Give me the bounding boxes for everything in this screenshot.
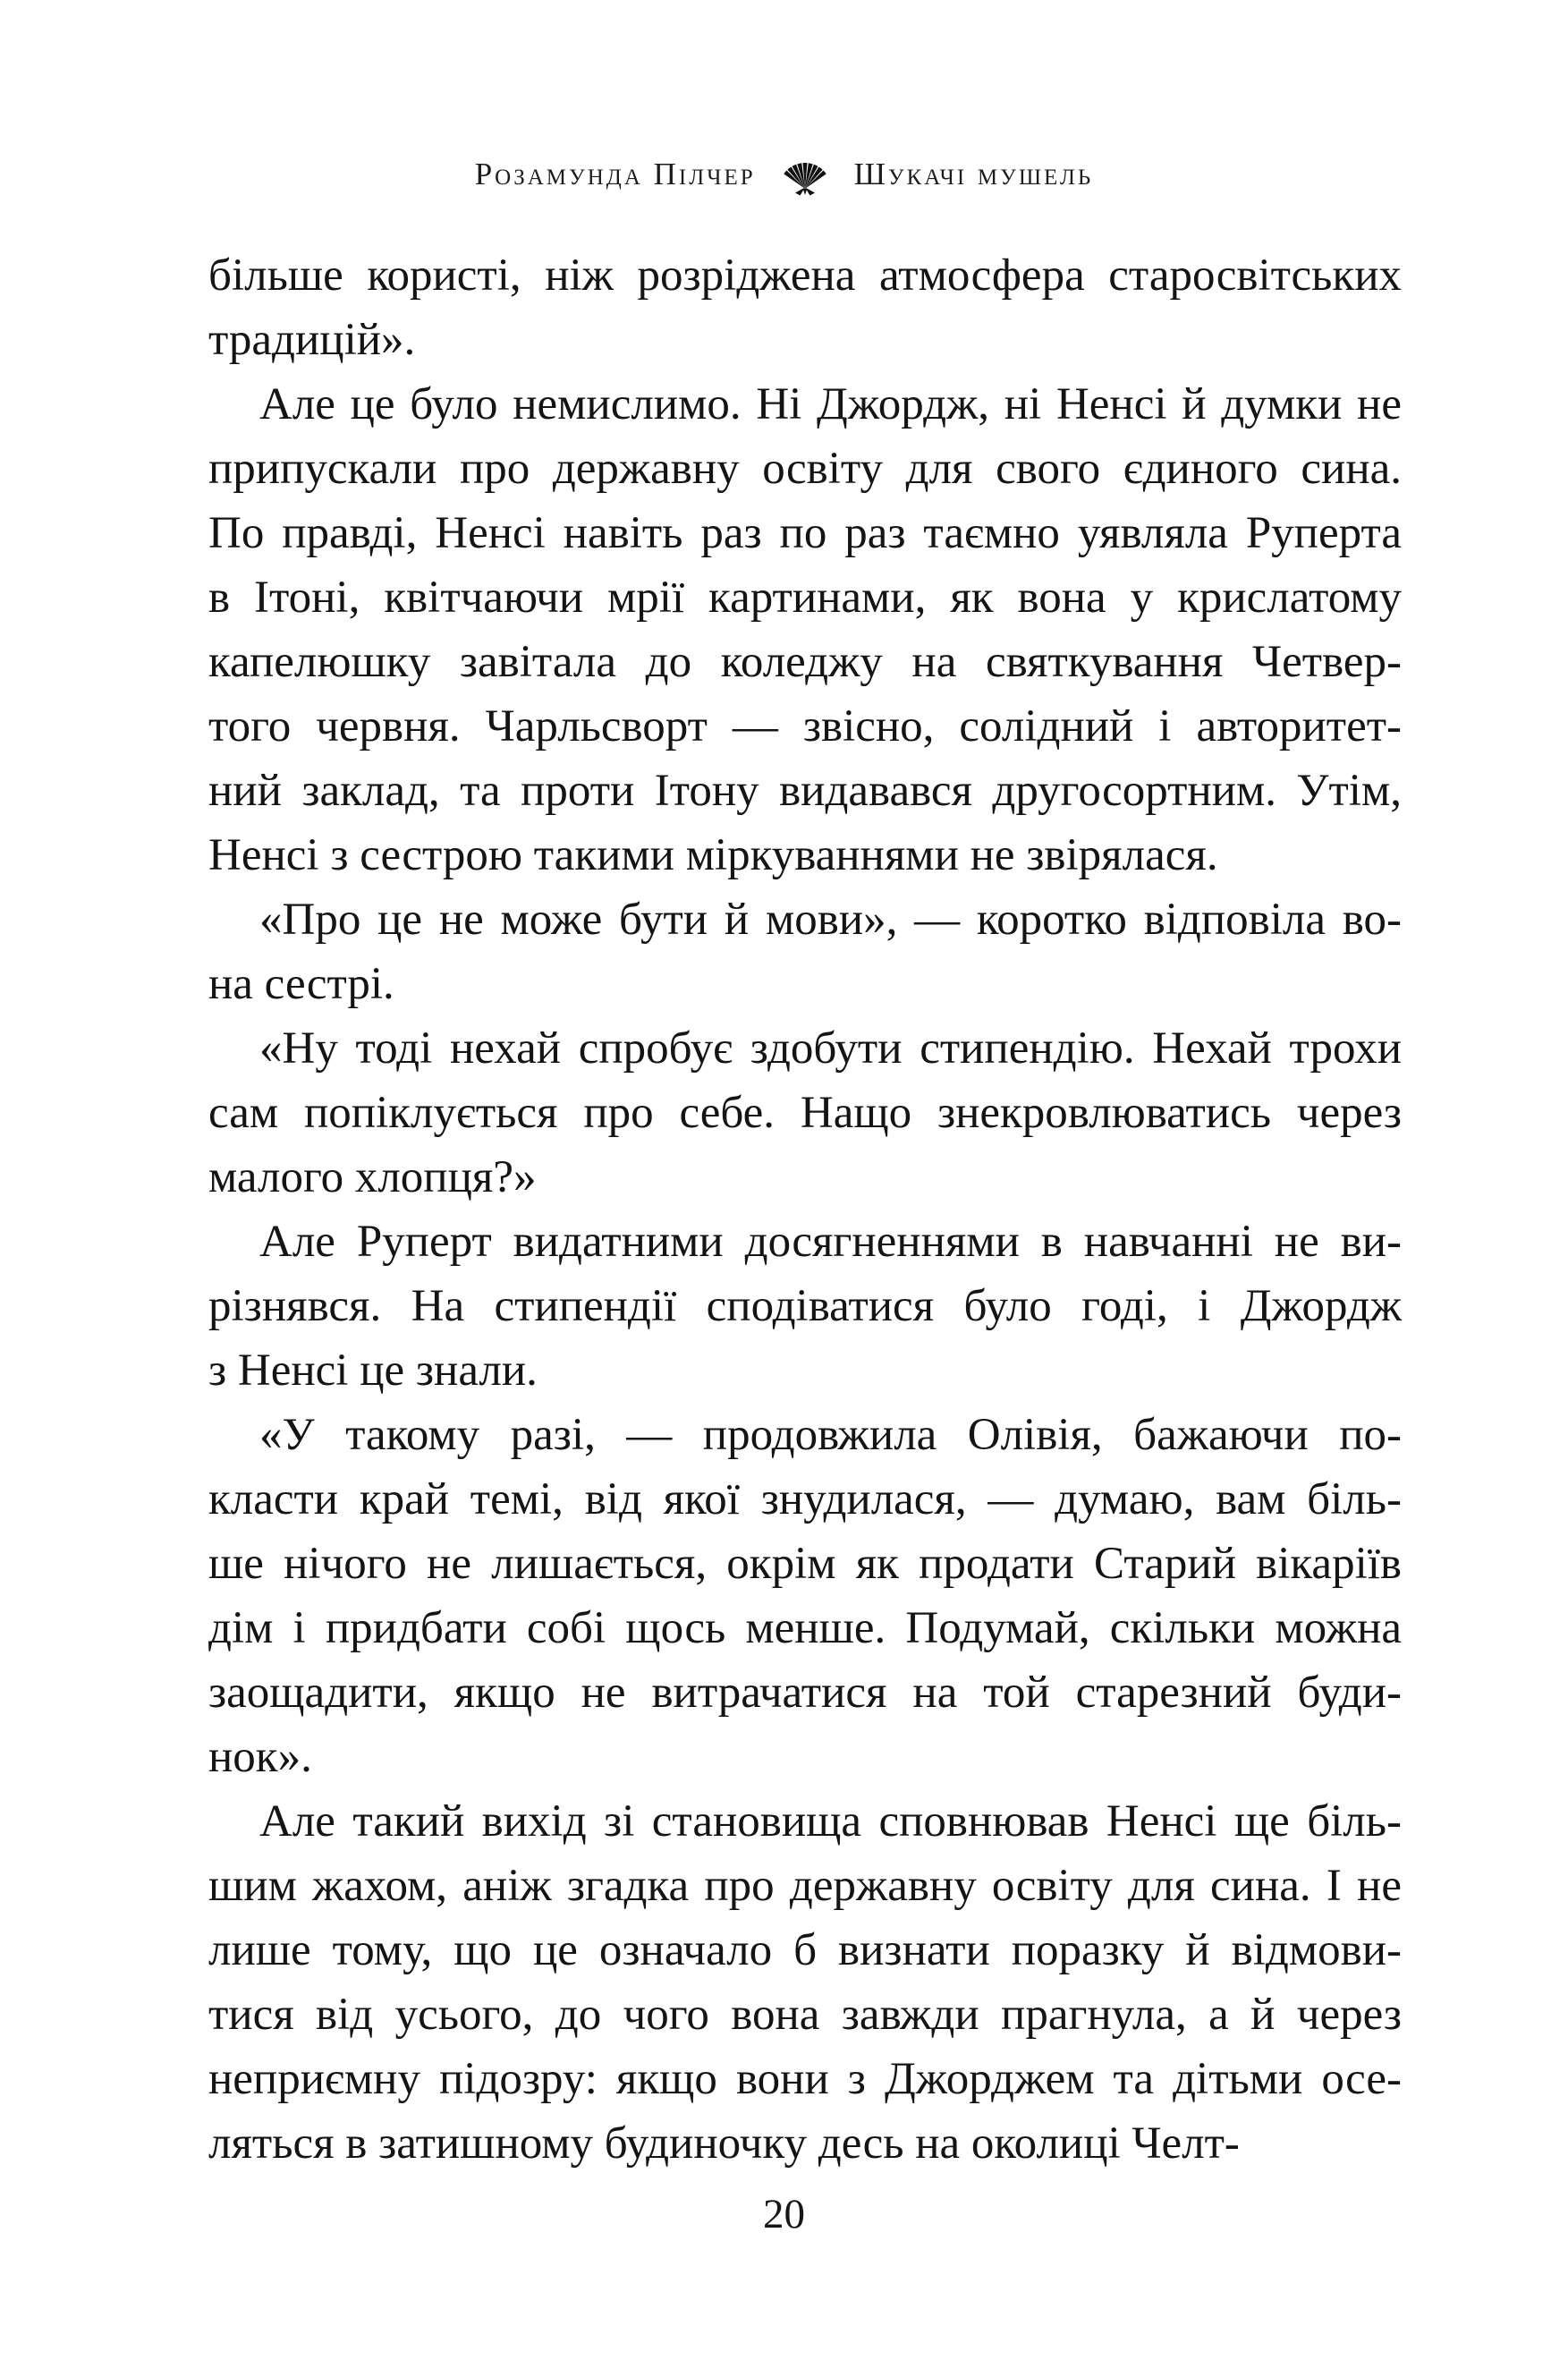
text-line: ляться в затишному будиночку десь на околиці Челт- (208, 2118, 1240, 2169)
header-title: Шукачі мушель (853, 157, 1094, 191)
header-author: Розамунда Пілчер (474, 157, 756, 191)
text-line: Але Руперт видатними досягненнями в навчанні не ви- (259, 1217, 1402, 1267)
paragraph (208, 1789, 1402, 2176)
text-line: класти край темі, від якої знудилася, — думаю, вам біль- (208, 1474, 1402, 1524)
paragraph (208, 372, 1402, 887)
text-line: з Ненсі це знали. (208, 1346, 538, 1396)
running-header (0, 150, 1568, 199)
paragraph (208, 243, 1402, 372)
text-line: дім і придбати собі щось менше. Подумай, скільки можна (208, 1603, 1402, 1653)
text-line: По правді, Ненсі навіть раз по раз таємно уявляла Руперта (208, 508, 1402, 558)
text-line: в Ітоні, квітчаючи мрії картинами, як вона у крислатому (208, 573, 1402, 623)
text-line: тися від усього, до чого вона завжди прагнула, а й через (208, 1990, 1402, 2040)
text-line: ний заклад, та проти Ітону видавався другосортним. Утім, (208, 766, 1402, 816)
text-line: лише тому, що це означало б визнати поразку й відмови- (208, 1925, 1402, 1975)
text-line: заощадити, якщо не витрачатися на той старезний буди- (208, 1668, 1402, 1718)
paragraph (208, 1403, 1402, 1789)
text-line: «У такому разі, — продовжила Олівія, бажаючи по- (259, 1410, 1402, 1460)
text-line: нок». (208, 1732, 312, 1782)
paragraph (208, 887, 1402, 1016)
text-line: традицій». (208, 315, 416, 365)
text-line: на сестрі. (208, 959, 394, 1009)
text-line: «Ну тоді нехай спробує здобути стипендію. Нехай трохи (259, 1023, 1402, 1074)
text-line: того червня. Чарльсворт — звісно, солідний і авторитет- (208, 701, 1402, 751)
text-line: ше нічого не лишається, окрім як продати Старий вікаріїв (208, 1539, 1402, 1589)
text-line: припускали про державну освіту для свого єдиного сина. (208, 444, 1402, 494)
text-line: сам попіклується про себе. Нащо знекровлюватись через (208, 1088, 1402, 1138)
text-line: Ненсі з сестрою такими міркуваннями не звірялася. (208, 830, 1218, 880)
scallop-shell-icon (783, 150, 827, 199)
text-line: капелюшку завітала до коледжу на святкування Четвер- (208, 637, 1402, 687)
body-text (208, 243, 1402, 2176)
paragraph (208, 1016, 1402, 1210)
paragraph (208, 1210, 1402, 1403)
text-line: Але такий вихід зі становища сповнював Ненсі ще біль- (259, 1796, 1402, 1846)
text-line: більше користі, ніж розріджена атмосфера старосвітських (208, 250, 1402, 301)
text-line: різнявся. На стипендії сподіватися було годі, і Джордж (208, 1281, 1402, 1331)
text-line: «Про це не може бути й мови», — коротко відповіла во- (259, 895, 1402, 945)
page-number: 20 (763, 2191, 805, 2237)
text-line: неприємну підозру: якщо вони з Джорджем та дітьми осе- (208, 2054, 1402, 2104)
text-line: шим жахом, аніж згадка про державну освіту для сина. І не (208, 1861, 1402, 1911)
text-line: Але це було немислимо. Ні Джордж, ні Ненсі й думки не (259, 379, 1402, 429)
text-line: малого хлопця?» (208, 1152, 537, 1202)
